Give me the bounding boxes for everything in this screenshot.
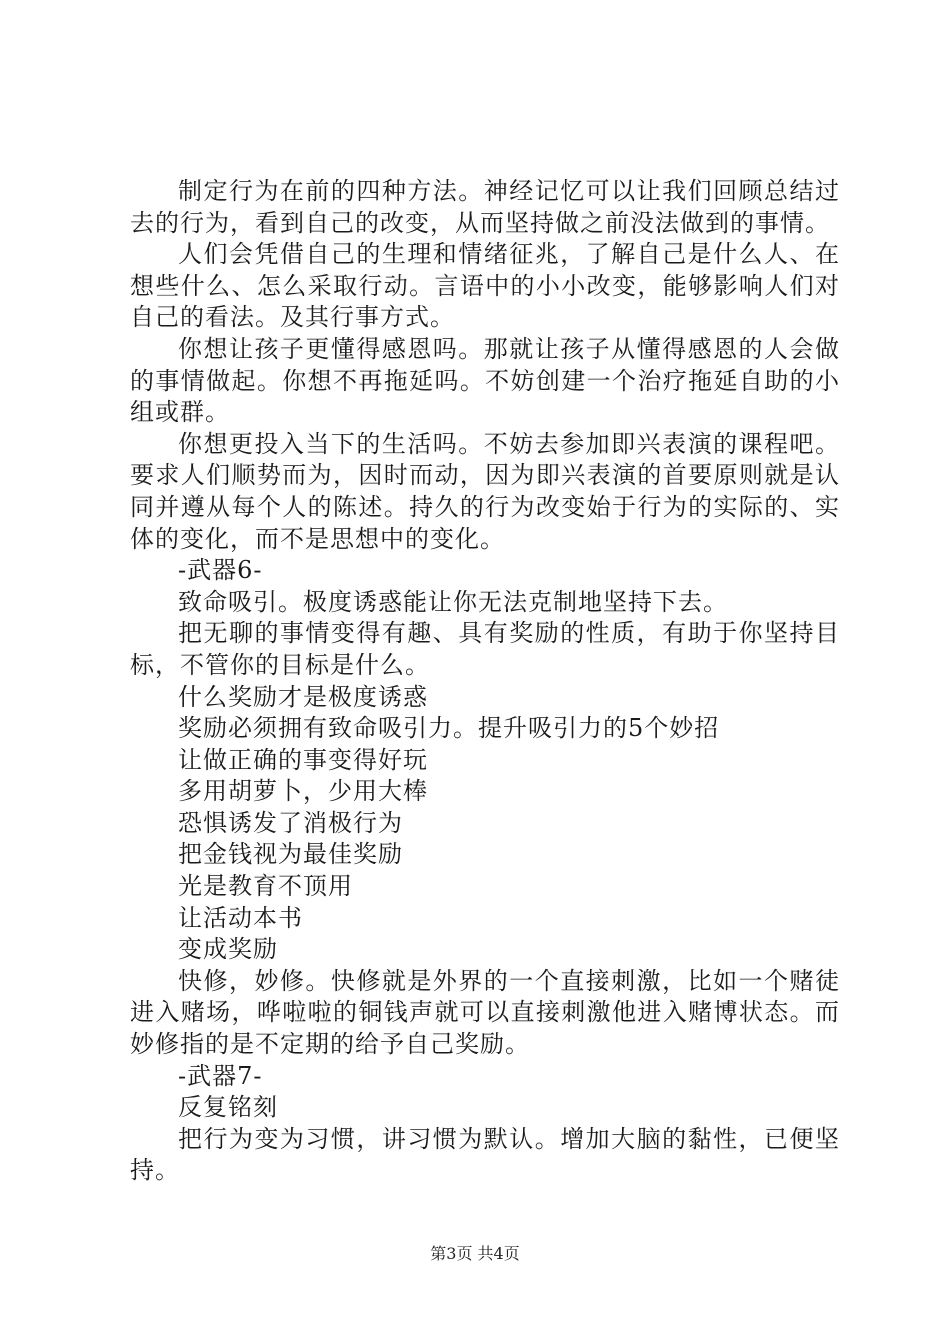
paragraph: 你想让孩子更懂得感恩吗。那就让孩子从懂得感恩的人会做的事情做起。你想不再拖延吗。不妨创建一个治疗拖延自助的小组或群。	[130, 334, 840, 427]
paragraph: 反复铭刻	[178, 1093, 278, 1122]
paragraph: 奖励必须拥有致命吸引力。提升吸引力的5个妙招	[178, 714, 720, 743]
paragraph: 制定行为在前的四种方法。神经记忆可以让我们回顾总结过去的行为，看到自己的改变，从而坚持做之前没法做到的事情。	[130, 177, 840, 237]
paragraph: 把行为变为习惯，讲习惯为默认。增加大脑的黏性，已便坚持。	[130, 1124, 840, 1185]
section-heading: -武器7-	[178, 1061, 263, 1090]
list-item: 恐惧诱发了消极行为	[178, 808, 403, 837]
list-item: 让活动本书	[178, 903, 303, 932]
list-item: 光是教育不顶用	[178, 872, 353, 901]
section-heading: -武器6-	[178, 556, 263, 585]
paragraph: 把无聊的事情变得有趣、具有奖励的性质，有助于你坚持目标，不管你的目标是什么。	[130, 619, 840, 679]
paragraph: 什么奖励才是极度诱惑	[178, 682, 428, 711]
paragraph: 致命吸引。极度诱惑能让你无法克制地坚持下去。	[178, 587, 728, 616]
list-item: 让做正确的事变得好玩	[178, 745, 428, 774]
list-item: 变成奖励	[178, 935, 278, 964]
page-number-footer: 第3页 共4页	[430, 1244, 520, 1263]
body-text	[130, 176, 840, 1187]
paragraph: 快修，妙修。快修就是外界的一个直接刺激，比如一个赌徒进入赌场，哗啦啦的铜钱声就可以直接刺激他进入赌博状态。而妙修指的是不定期的给予自己奖励。	[130, 966, 840, 1059]
list-item: 把金钱视为最佳奖励	[178, 840, 403, 869]
paragraph: 人们会凭借自己的生理和情绪征兆，了解自己是什么人、在想些什么、怎么采取行动。言语中的小小改变，能够影响人们对自己的看法。及其行事方式。	[130, 240, 840, 332]
paragraph: 你想更投入当下的生活吗。不妨去参加即兴表演的课程吧。要求人们顺势而为，因时而动，因为即兴表演的首要原则就是认同并遵从每个人的陈述。持久的行为改变始于行为的实际的、实体的变化，而不是思想中的变化。	[130, 429, 840, 553]
list-item: 多用胡萝卜，少用大棒	[178, 777, 428, 806]
